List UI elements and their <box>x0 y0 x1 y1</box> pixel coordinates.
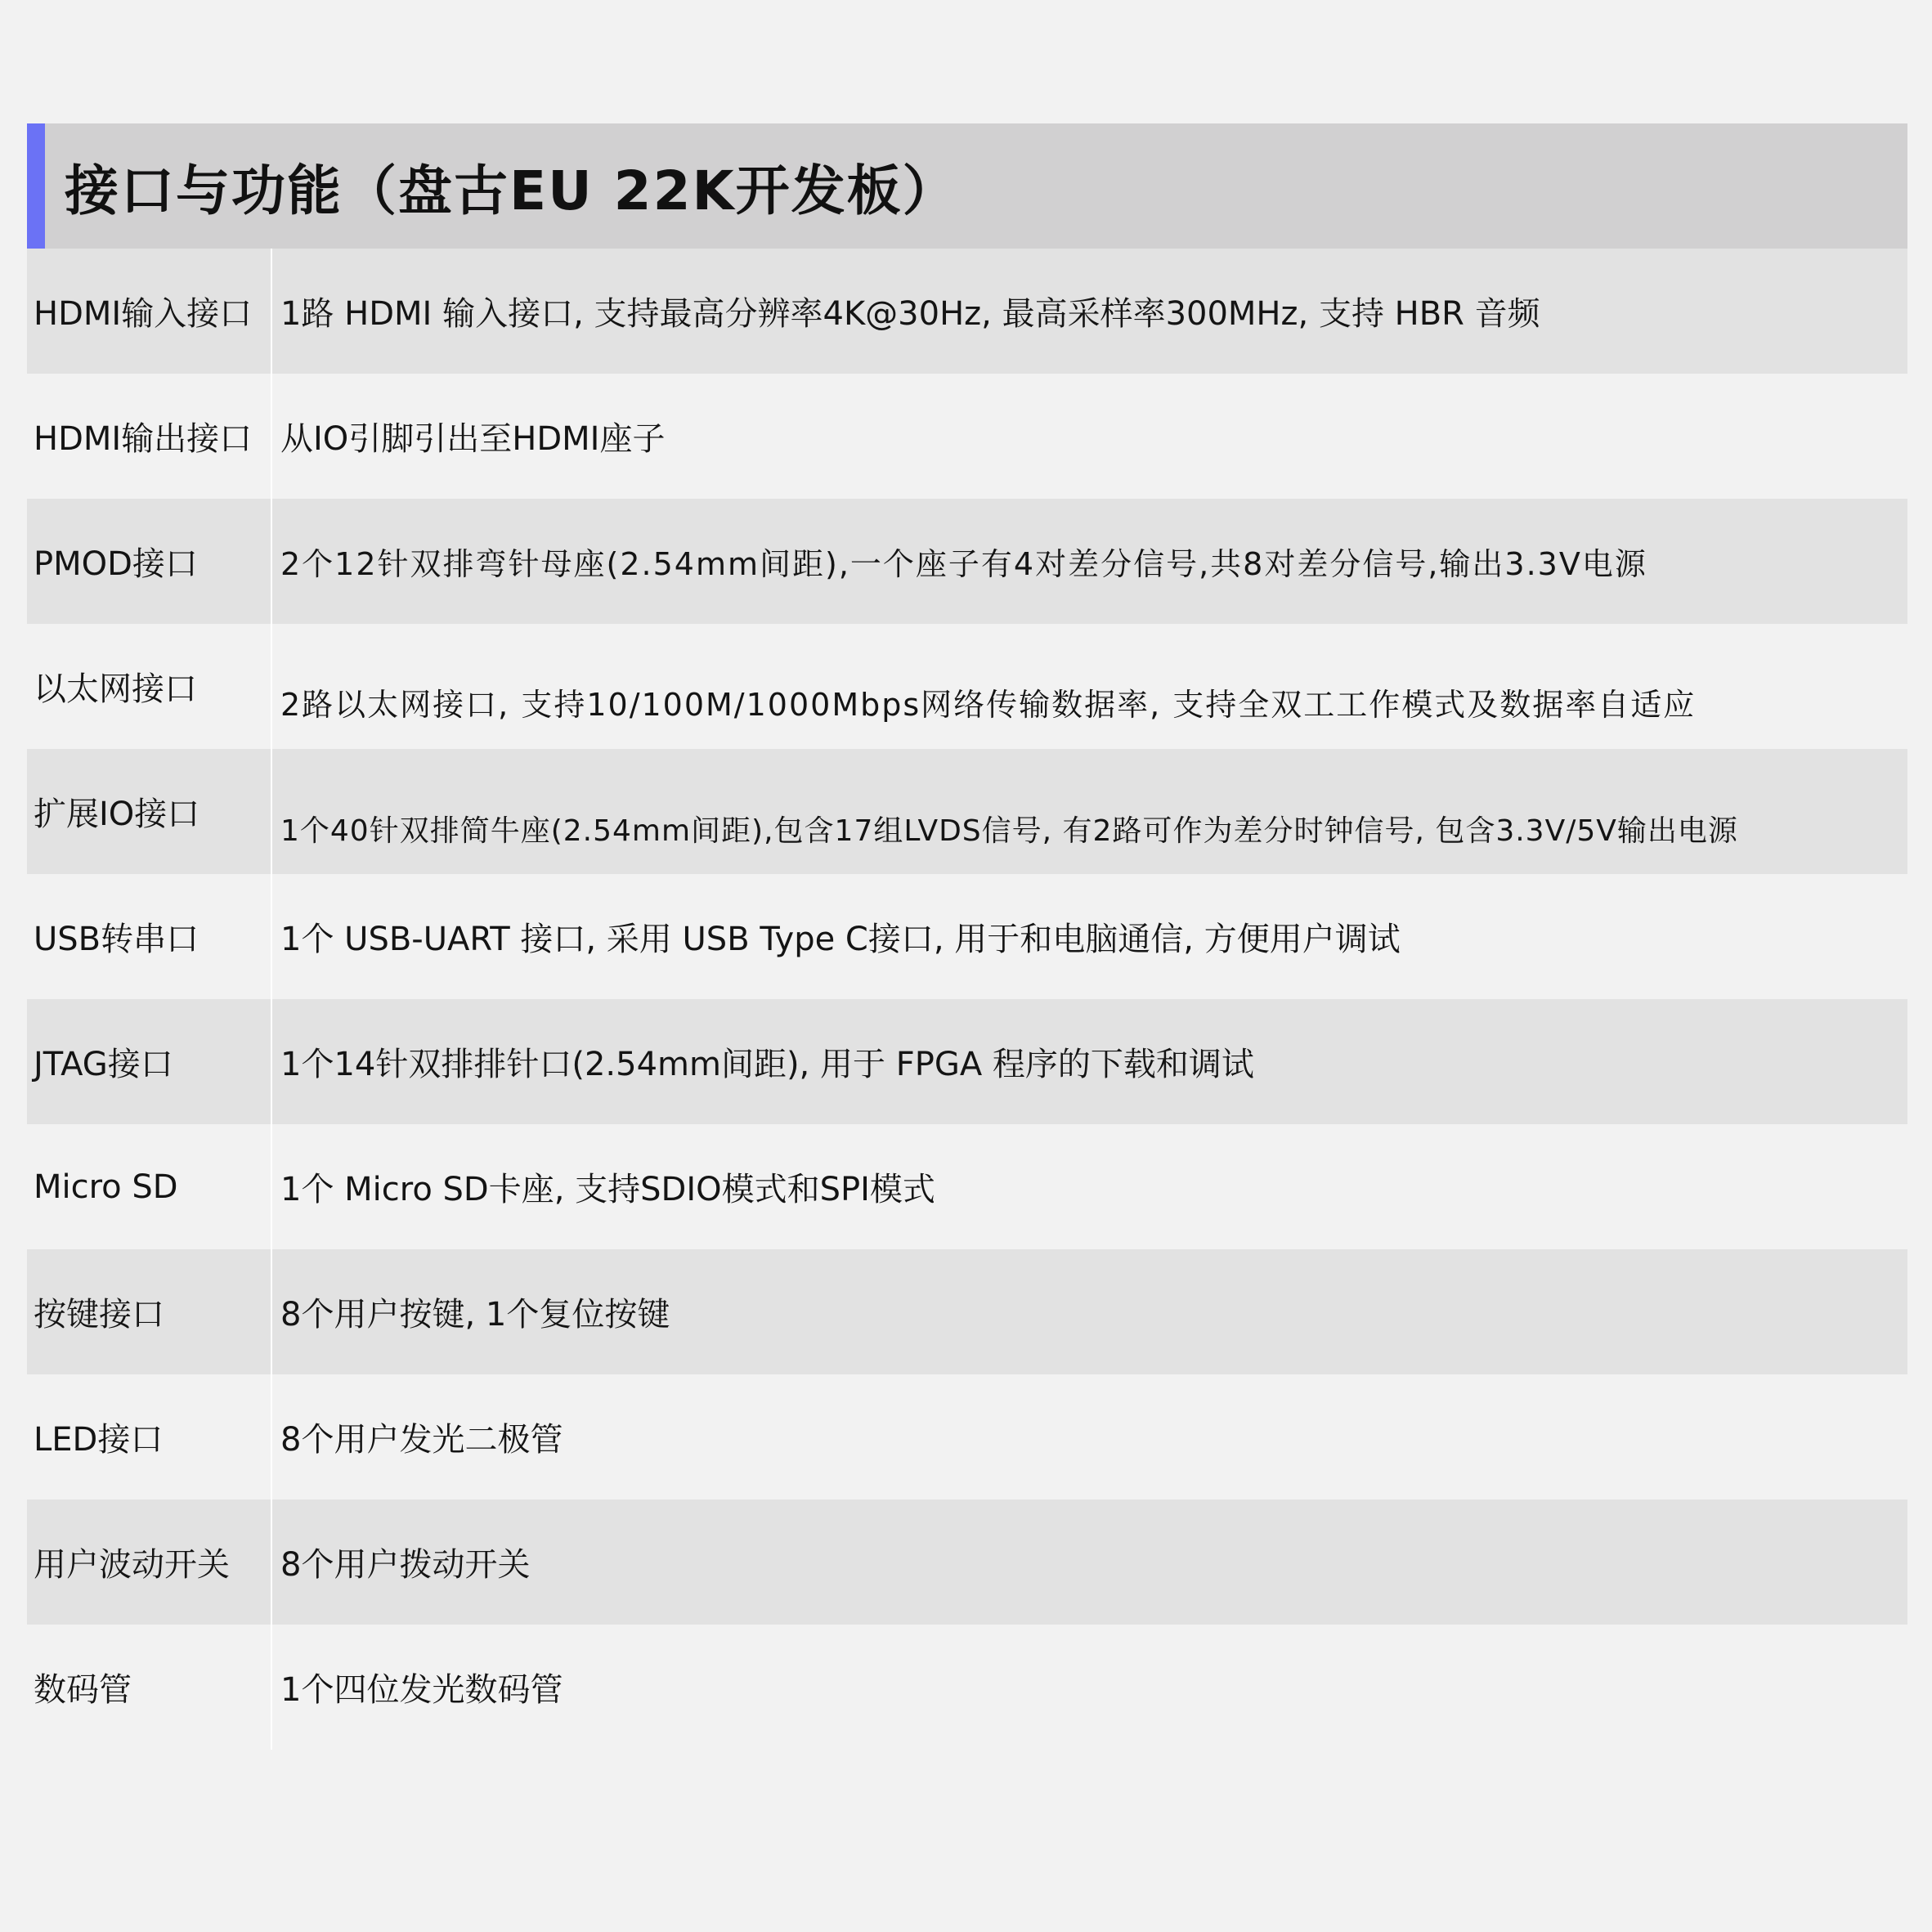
row-value: 从IO引脚引出至HDMI座子 <box>280 420 666 458</box>
row-value: 1个40针双排简牛座(2.54mm间距),包含17组LVDS信号, 有2路可作为差分时钟信号, 包含3.3V/5V输出电源 <box>280 814 1738 848</box>
table-row <box>27 1374 1907 1499</box>
spec-panel <box>27 123 1907 1750</box>
table-row <box>27 999 1907 1124</box>
table-row <box>27 499 1907 624</box>
row-label: 以太网接口 <box>27 624 272 749</box>
row-label: JTAG接口 <box>27 999 272 1124</box>
row-label: 按键接口 <box>27 1249 272 1374</box>
row-value: 1个 Micro SD卡座, 支持SDIO模式和SPI模式 <box>280 1171 935 1208</box>
title-bar <box>27 123 1907 249</box>
table-row <box>27 1124 1907 1249</box>
row-label: USB转串口 <box>27 874 272 999</box>
table-row <box>27 624 1907 749</box>
table-row <box>27 874 1907 999</box>
row-value: 1路 HDMI 输入接口, 支持最高分辨率4K@30Hz, 最高采样率300MHz, 支持 HBR 音频 <box>280 295 1540 333</box>
row-value: 2路以太网接口, 支持10/100M/1000Mbps网络传输数据率, 支持全双工工作模式及数据率自适应 <box>280 687 1697 723</box>
row-value: 1个14针双排排针口(2.54mm间距), 用于 FPGA 程序的下载和调试 <box>280 1046 1254 1083</box>
row-label: PMOD接口 <box>27 499 272 624</box>
table-row <box>27 749 1907 874</box>
row-label: 用户波动开关 <box>27 1499 272 1625</box>
row-label: HDMI输入接口 <box>27 249 272 374</box>
table-row <box>27 1499 1907 1625</box>
title-accent-bar <box>27 123 45 249</box>
row-value: 2个12针双排弯针母座(2.54mm间距),一个座子有4对差分信号,共8对差分信号,输出3.3V电源 <box>280 546 1647 582</box>
table-row <box>27 1249 1907 1374</box>
row-label: 数码管 <box>27 1625 272 1750</box>
row-value: 1个 USB-UART 接口, 采用 USB Type C接口, 用于和电脑通信, 方便用户调试 <box>280 921 1401 958</box>
spec-table <box>27 249 1907 1750</box>
row-value: 1个四位发光数码管 <box>280 1671 563 1709</box>
table-row <box>27 249 1907 374</box>
row-value: 8个用户拨动开关 <box>280 1546 531 1584</box>
row-value: 8个用户按键, 1个复位按键 <box>280 1296 670 1334</box>
row-label: Micro SD <box>27 1124 272 1249</box>
row-value: 8个用户发光二极管 <box>280 1421 563 1459</box>
row-label: LED接口 <box>27 1374 272 1499</box>
table-row <box>27 374 1907 499</box>
page-title: 接口与功能（盘古EU 22K开发板） <box>65 159 958 222</box>
row-label: HDMI输出接口 <box>27 374 272 499</box>
table-row <box>27 1625 1907 1750</box>
row-label: 扩展IO接口 <box>27 749 272 874</box>
